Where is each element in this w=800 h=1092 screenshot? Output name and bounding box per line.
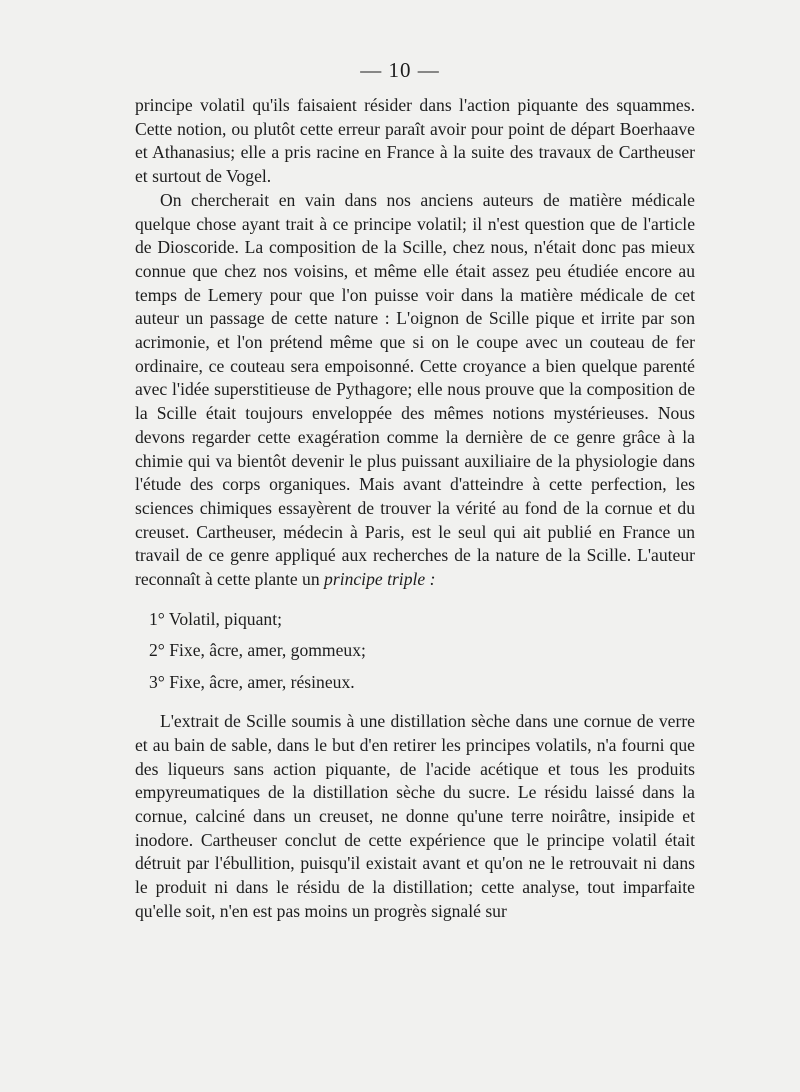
list-item: 3° Fixe, âcre, amer, résineux. (149, 671, 355, 692)
page-number: — 10 — (360, 58, 440, 82)
italic-phrase: principe triple : (324, 569, 436, 590)
body-text (135, 94, 695, 924)
paragraph-main-text: On chercherait en vain dans nos anciens auteurs de matière médicale quelque chose ayant trait à ce principe volatil; il n'est question que de l'article de Dioscoride. La composition de la Scille, chez nous, n'était donc pas mieux connue que chez nos voisins, et même elle était assez peu étudiée encore au temps de Lemery pour que l'on puisse voir dans la matière médicale de cet auteur un passage de cette nature : L'oignon de Scille pique et irrite par son acrimonie, et l'on prétend même que si on le coupe avec un couteau de fer ordinaire, ce couteau sera empoisonné. Cette croyance a bien quelque parenté avec l'idée superstitieuse de Pythagore; elle nous prouve que la composition de la Scille était toujours enveloppée des mêmes notions mystérieuses. Nous devons regarder cette exagération comme la dernière de ce genre grâce à la chimie qui va bientôt devenir le plus puissant auxiliaire de la physiologie dans l'étude des corps organiques. Mais avant d'atteindre à cette perfection, les sciences chimiques essayèrent de trouver la vérité au fond de la cornue et du creuset. Cartheuser, médecin à Paris, est le seul qui ait publié en France un travail de ce genre appliqué aux recherches de la nature de la Scille. L'auteur reconnaît à cette plante un (135, 189, 695, 590)
paragraph-continued: principe volatil qu'ils faisaient résider dans l'action piquante des squammes. Cette notion, ou plutôt cette erreur paraît avoir pour point de départ Boerhaave et Athanasius; elle a pris racine en France à la suite des travaux de Cartheuser et surtout de Vogel. (135, 95, 695, 187)
list-item: 2° Fixe, âcre, amer, gommeux; (149, 640, 366, 661)
list-item: 1° Volatil, piquant; (149, 608, 282, 629)
paragraph-main (135, 189, 695, 592)
paragraph-final: L'extrait de Scille soumis à une distillation sèche dans une cornue de verre et au bain de sable, dans le but d'en retirer les principes volatils, n'a fourni que des liqueurs sans action piquante, de l'acide acétique et tous les produits empyreumatiques de la distillation sèche du sucre. Le résidu laissé dans la cornue, calciné dans un creuset, ne donne qu'une terre noirâtre, insipide et inodore. Cartheuser conclut de cette expérience que le principe volatil était détruit par l'ébullition, puisqu'il existait avant et qu'on ne le retrouvait ni dans le produit ni dans le résidu de la distillation; cette analyse, tout imparfaite qu'elle soit, n'en est pas moins un progrès signalé sur (135, 711, 695, 921)
numbered-list (135, 604, 695, 699)
